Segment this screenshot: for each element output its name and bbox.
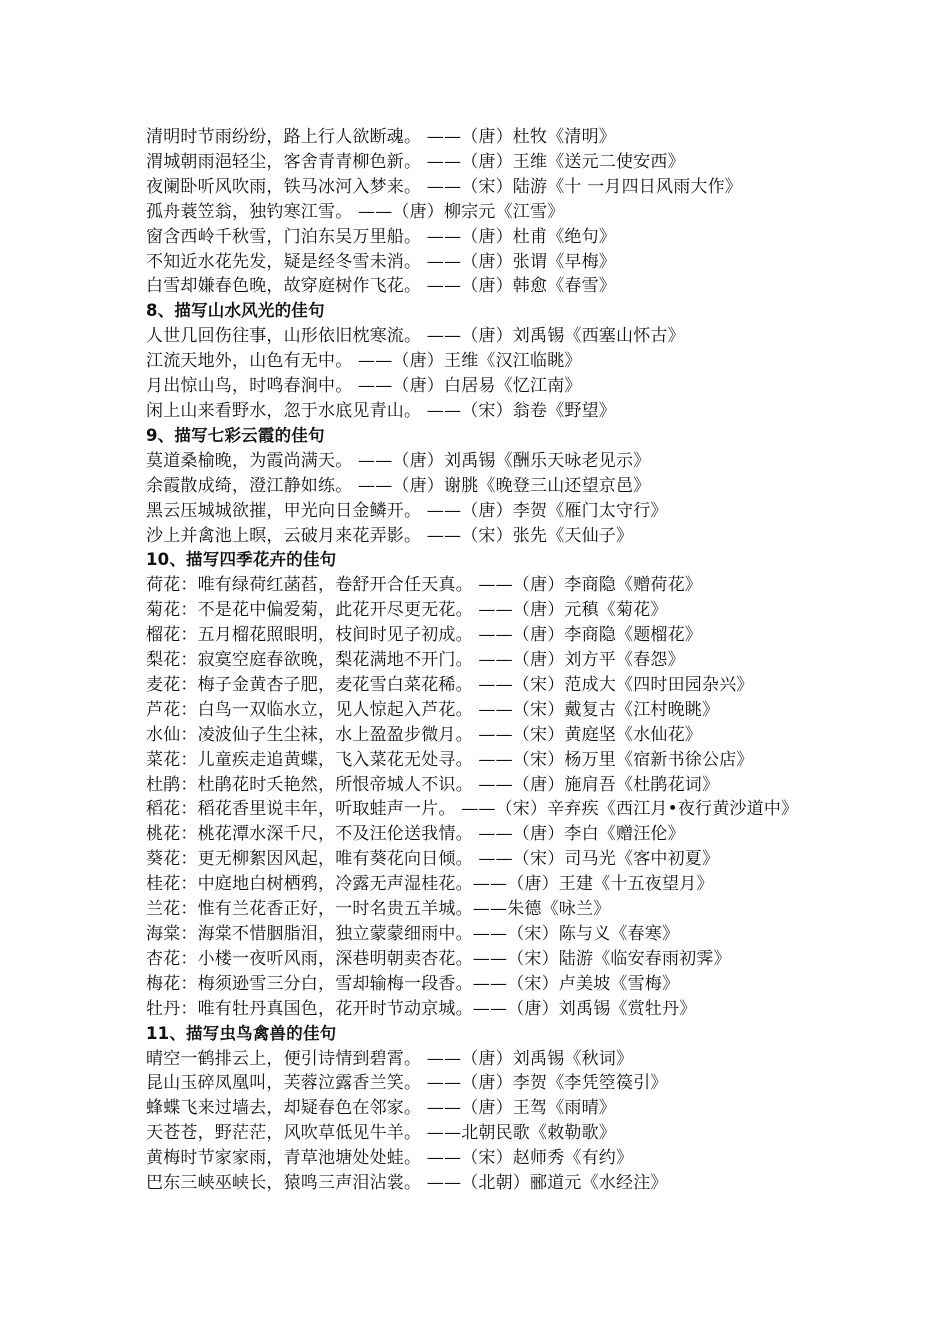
verse-line: 杜鹃：杜鹃花时夭艳然，所恨帝城人不识。 ——（唐）施肩吾《杜鹃花词》 — [146, 774, 720, 795]
section-heading: 11、描写虫鸟禽兽的佳句 — [146, 1023, 337, 1043]
verse-line: 晴空一鹤排云上，便引诗情到碧霄。 ——（唐）刘禹锡《秋词》 — [146, 1048, 634, 1069]
verse-line: 夜阑卧听风吹雨，铁马冰河入梦来。 ——（宋）陆游《十 一月四日风雨大作》 — [146, 176, 743, 197]
verse-line: 葵花：更无柳絮因风起，唯有葵花向日倾。 ——（宋）司马光《客中初夏》 — [146, 849, 720, 870]
verse-line: 江流天地外，山色有无中。 ——（唐）王维《汉江临眺》 — [146, 351, 582, 372]
section-seasonal-flowers — [146, 548, 826, 1021]
section-insects-birds-beasts — [146, 1022, 826, 1196]
verse-line: 榴花：五月榴花照眼明，枝间时见子初成。 ——（唐）李商隐《题榴花》 — [146, 625, 703, 646]
verse-line: 稻花：稻花香里说丰年，听取蛙声一片。 ——（宋）辛弃疾《西江月•夜行黄沙道中》 — [146, 799, 799, 820]
verse-line: 白雪却嫌春色晚，故穿庭树作飞花。 ——（唐）韩愈《春雪》 — [146, 276, 617, 297]
verse-line: 菜花：儿童疾走追黄蝶，飞入菜花无处寻。 ——（宋）杨万里《宿新书徐公店》 — [146, 749, 754, 770]
verse-line: 沙上并禽池上暝，云破月来花弄影。 ——（宋）张先《天仙子》 — [146, 525, 634, 546]
verse-line: 菊花：不是花中偏爱菊，此花开尽更无花。 ——（唐）元稹《菊花》 — [146, 600, 668, 621]
verse-line: 不知近水花先发，疑是经冬雪未消。 ——（唐）张谓《早梅》 — [146, 251, 617, 272]
section-heading: 9、描写七彩云霞的佳句 — [146, 425, 325, 445]
section-heading: 10、描写四季花卉的佳句 — [146, 550, 337, 570]
section-mountains-waters — [146, 299, 826, 424]
verse-line: 人世几回伤往事，山形依旧枕寒流。 ——（唐）刘禹锡《西塞山怀古》 — [146, 326, 685, 347]
verse-line: 麦花：梅子金黄杏子肥，麦花雪白菜花稀。 ——（宋）范成大《四时田园杂兴》 — [146, 674, 754, 695]
verse-line: 月出惊山鸟，时鸣春涧中。 ——（唐）白居易《忆江南》 — [146, 376, 582, 397]
verse-line: 闲上山来看野水，忽于水底见青山。 ——（宋）翁卷《野望》 — [146, 400, 617, 421]
verse-line: 天苍苍，野茫茫，风吹草低见牛羊。 ——北朝民歌《敕勒歌》 — [146, 1123, 617, 1144]
verse-line: 牡丹：唯有牡丹真国色，花开时节动京城。——（唐）刘禹锡《赏牡丹》 — [146, 998, 697, 1019]
verse-line: 杏花：小楼一夜听风雨，深巷明朝卖杏花。——（宋）陆游《临安春雨初霁》 — [146, 948, 731, 969]
verse-line: 孤舟蓑笠翁，独钓寒江雪。 ——（唐）柳宗元《江雪》 — [146, 201, 565, 222]
verse-line: 昆山玉碎凤凰叫，芙蓉泣露香兰笑。 ——（唐）李贺《李凭箜篌引》 — [146, 1073, 668, 1094]
verse-line: 莫道桑榆晚，为霞尚满天。 ——（唐）刘禹锡《酬乐天咏老见示》 — [146, 450, 651, 471]
verse-line: 荷花：唯有绿荷红菡萏，卷舒开合任天真。 ——（唐）李商隐《赠荷花》 — [146, 575, 703, 596]
verse-line: 芦花：白鸟一双临水立，见人惊起入芦花。 ——（宋）戴复古《江村晚眺》 — [146, 699, 720, 720]
document-body — [146, 125, 826, 1196]
section-heading: 8、描写山水风光的佳句 — [146, 301, 325, 321]
verse-line: 黑云压城城欲摧，甲光向日金鳞开。 ——（唐）李贺《雁门太守行》 — [146, 500, 668, 521]
verse-line: 余霞散成绮，澄江静如练。 ——（唐）谢朓《晚登三山还望京邑》 — [146, 475, 651, 496]
verse-line: 水仙：凌波仙子生尘袜，水上盈盈步微月。 ——（宋）黄庭坚《水仙花》 — [146, 724, 703, 745]
verse-line: 梨花：寂寞空庭春欲晚，梨花满地不开门。 ——（唐）刘方平《春怨》 — [146, 650, 685, 671]
verse-line: 桂花：中庭地白树栖鸦，冷露无声湿桂花。——（唐）王建《十五夜望月》 — [146, 874, 714, 895]
verse-line: 兰花：惟有兰花香正好，一时名贵五羊城。——朱德《咏兰》 — [146, 899, 611, 920]
verse-line: 桃花：桃花潭水深千尺，不及汪伦送我情。 ——（唐）李白《赠汪伦》 — [146, 824, 685, 845]
verse-line: 蜂蝶飞来过墙去，却疑春色在邻家。 ——（唐）王驾《雨晴》 — [146, 1098, 617, 1119]
intro-block — [146, 125, 826, 299]
verse-line: 巴东三峡巫峡长，猿鸣三声泪沾裳。 ——（北朝）郦道元《水经注》 — [146, 1173, 668, 1194]
verse-line: 海棠：海棠不惜胭脂泪，独立蒙蒙细雨中。——（宋）陈与义《春寒》 — [146, 924, 680, 944]
verse-line: 梅花：梅须逊雪三分白，雪却输梅一段香。——（宋）卢美坡《雪梅》 — [146, 973, 680, 994]
verse-line: 渭城朝雨浥轻尘，客舍青青柳色新。 ——（唐）王维《送元二使安西》 — [146, 151, 685, 172]
verse-line: 黄梅时节家家雨，青草池塘处处蛙。 ——（宋）赵师秀《有约》 — [146, 1148, 634, 1169]
section-clouds-sunset — [146, 424, 826, 549]
verse-line: 清明时节雨纷纷，路上行人欲断魂。 ——（唐）杜牧《清明》 — [146, 127, 617, 147]
verse-line: 窗含西岭千秋雪，门泊东吴万里船。 ——（唐）杜甫《绝句》 — [146, 226, 617, 247]
